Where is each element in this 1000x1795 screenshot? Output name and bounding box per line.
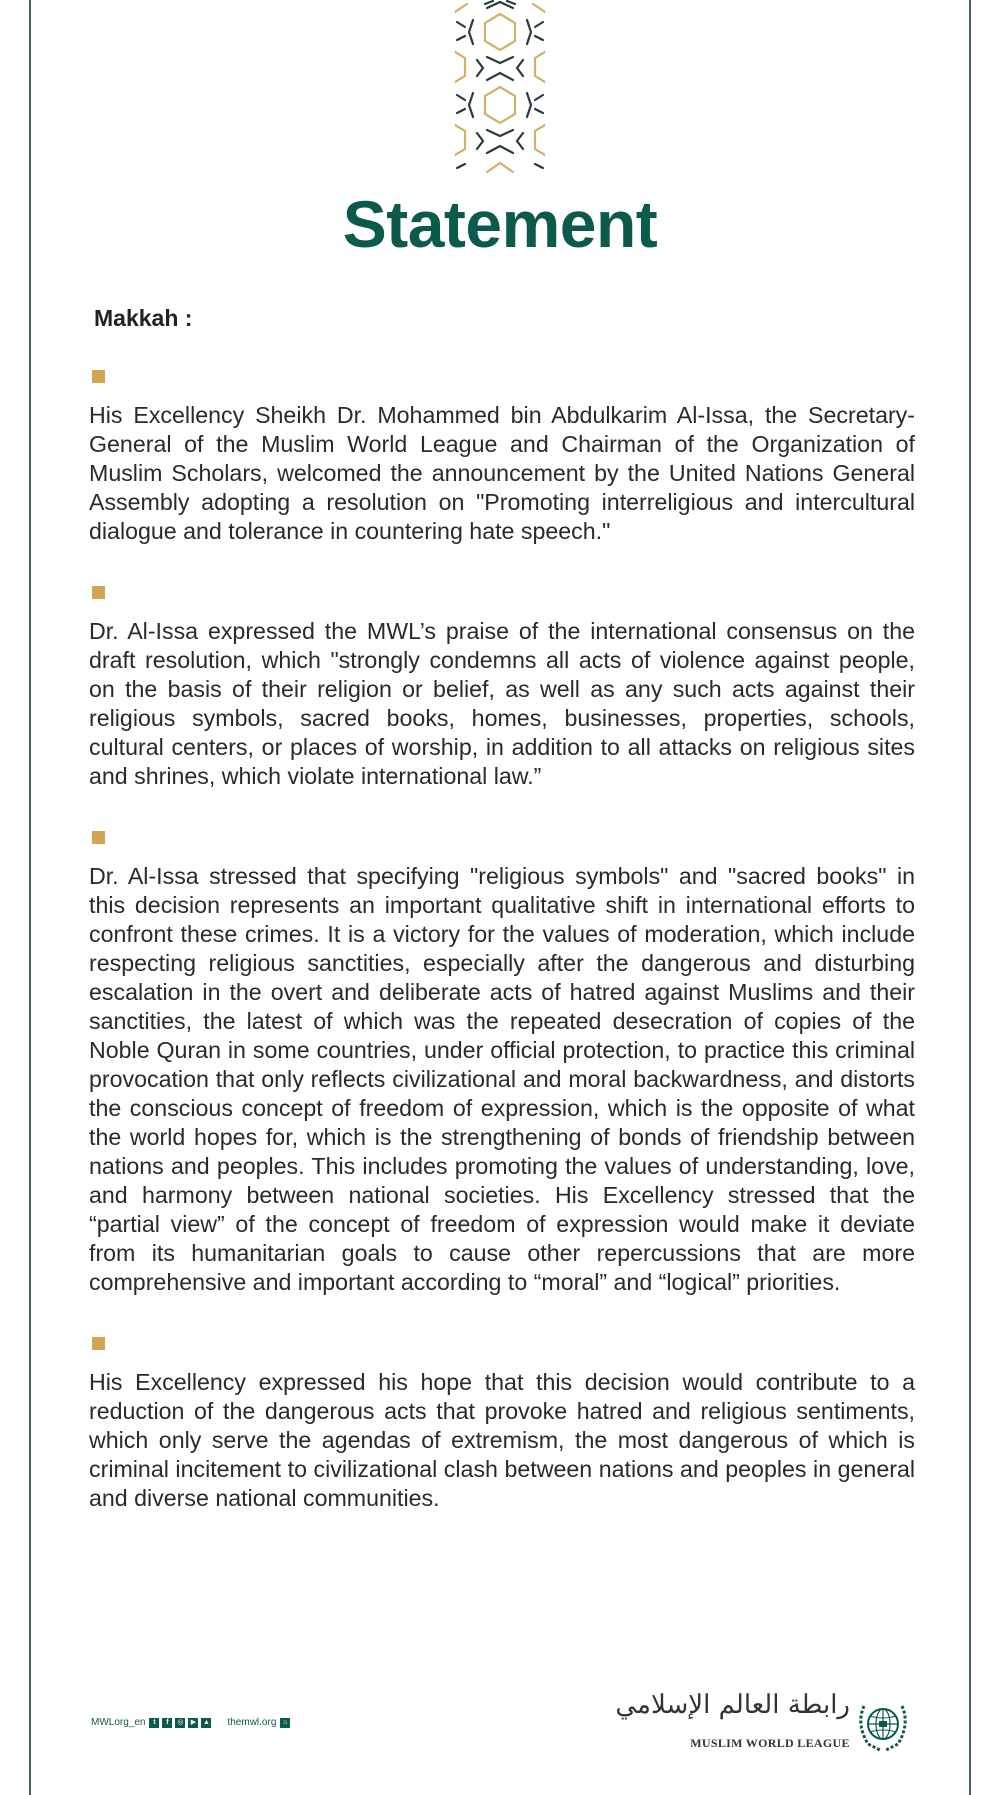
home-icon[interactable]: ⌂ xyxy=(280,1718,290,1728)
bullet-square-icon xyxy=(92,370,105,383)
paragraph-4: His Excellency expressed his hope that this decision would contribute to a reduction of the dangerous acts that provoke hatred and religious sentiments, which only serve the agendas of extremism, the most dangerous of which is criminal incitement to civilizational clash between nations and peoples in general and diverse national communities. xyxy=(89,1369,915,1511)
frame-border-left xyxy=(29,0,31,1795)
frame-border-right xyxy=(969,0,971,1795)
paragraph-3: Dr. Al-Issa stressed that specifying "religious symbols" and "sacred books" in this decision represents an important qualitative shift in international efforts to confront these crimes. It is a victory for the values of moderation, which include respecting religious sanctities, especially after the dangerous and disturbing escalation in the overt and deliberate acts of hatred against Muslims and their sanctities, the latest of which was the repeated desecration of copies of the Noble Quran in some countries, under official protection, to practice this criminal provocation that only reflects civilizational and moral backwardness, and distorts the conscious concept of freedom of expression, which is the opposite of what the world hopes for, which is the strengthening of bonds of friendship between nations and peoples. This includes promoting the values of understanding, love, and harmony between national societies. His Excellency stressed that the “partial view” of the concept of freedom of expression would make it deviate from its humanitarian goals to cause other repercussions that are more comprehensive and important according to “moral” and “logical” priorities. xyxy=(89,863,915,1295)
social-handle: MWLorg_en xyxy=(91,1717,146,1728)
globe-laurel-emblem-icon xyxy=(854,1696,912,1754)
website-link[interactable]: themwl.org xyxy=(227,1717,277,1728)
logo-english-text: MUSLIM WORLD LEAGUE xyxy=(690,1736,850,1750)
paragraph-1: His Excellency Sheikh Dr. Mohammed bin Abdulkarim Al-Issa, the Secretary-General of the Muslim World League and Chairman of the Organization of Muslim Scholars, welcomed the announcement by the United Nations General Assembly adopting a resolution on "Promoting interreligious and intercultural dialogue and tolerance in countering hate speech." xyxy=(89,402,915,544)
twitter-icon[interactable]: t xyxy=(149,1718,159,1728)
facebook-icon[interactable]: f xyxy=(162,1718,172,1728)
bullet-square-icon xyxy=(92,831,105,844)
bullet-square-icon xyxy=(92,586,105,599)
social-icons xyxy=(149,1718,211,1728)
dateline: Makkah : xyxy=(94,305,193,331)
page-title: Statement xyxy=(342,187,658,261)
geometric-ornament-icon xyxy=(455,0,545,175)
bullet-square-icon xyxy=(92,1337,105,1350)
instagram-icon[interactable]: ◎ xyxy=(177,1718,184,1726)
paragraph-2: Dr. Al-Issa expressed the MWL’s praise of the international consensus on the draft resolution, which "strongly condemns all acts of violence against people, on the basis of their religion or belief, as well as any such acts against their religious symbols, sacred books, homes, businesses, properties, schools, cultural centers, or places of worship, in addition to all attacks on religious sites and shrines, which violate international law.” xyxy=(89,618,915,789)
statement-body xyxy=(89,370,915,1553)
youtube-icon[interactable]: ▶ xyxy=(188,1718,198,1728)
snapchat-icon[interactable]: ▲ xyxy=(203,1718,210,1726)
footer-social xyxy=(91,1717,290,1728)
mwl-logo xyxy=(615,1690,920,1760)
logo-arabic-text: رابطة العالم الإسلامي xyxy=(615,1690,850,1720)
